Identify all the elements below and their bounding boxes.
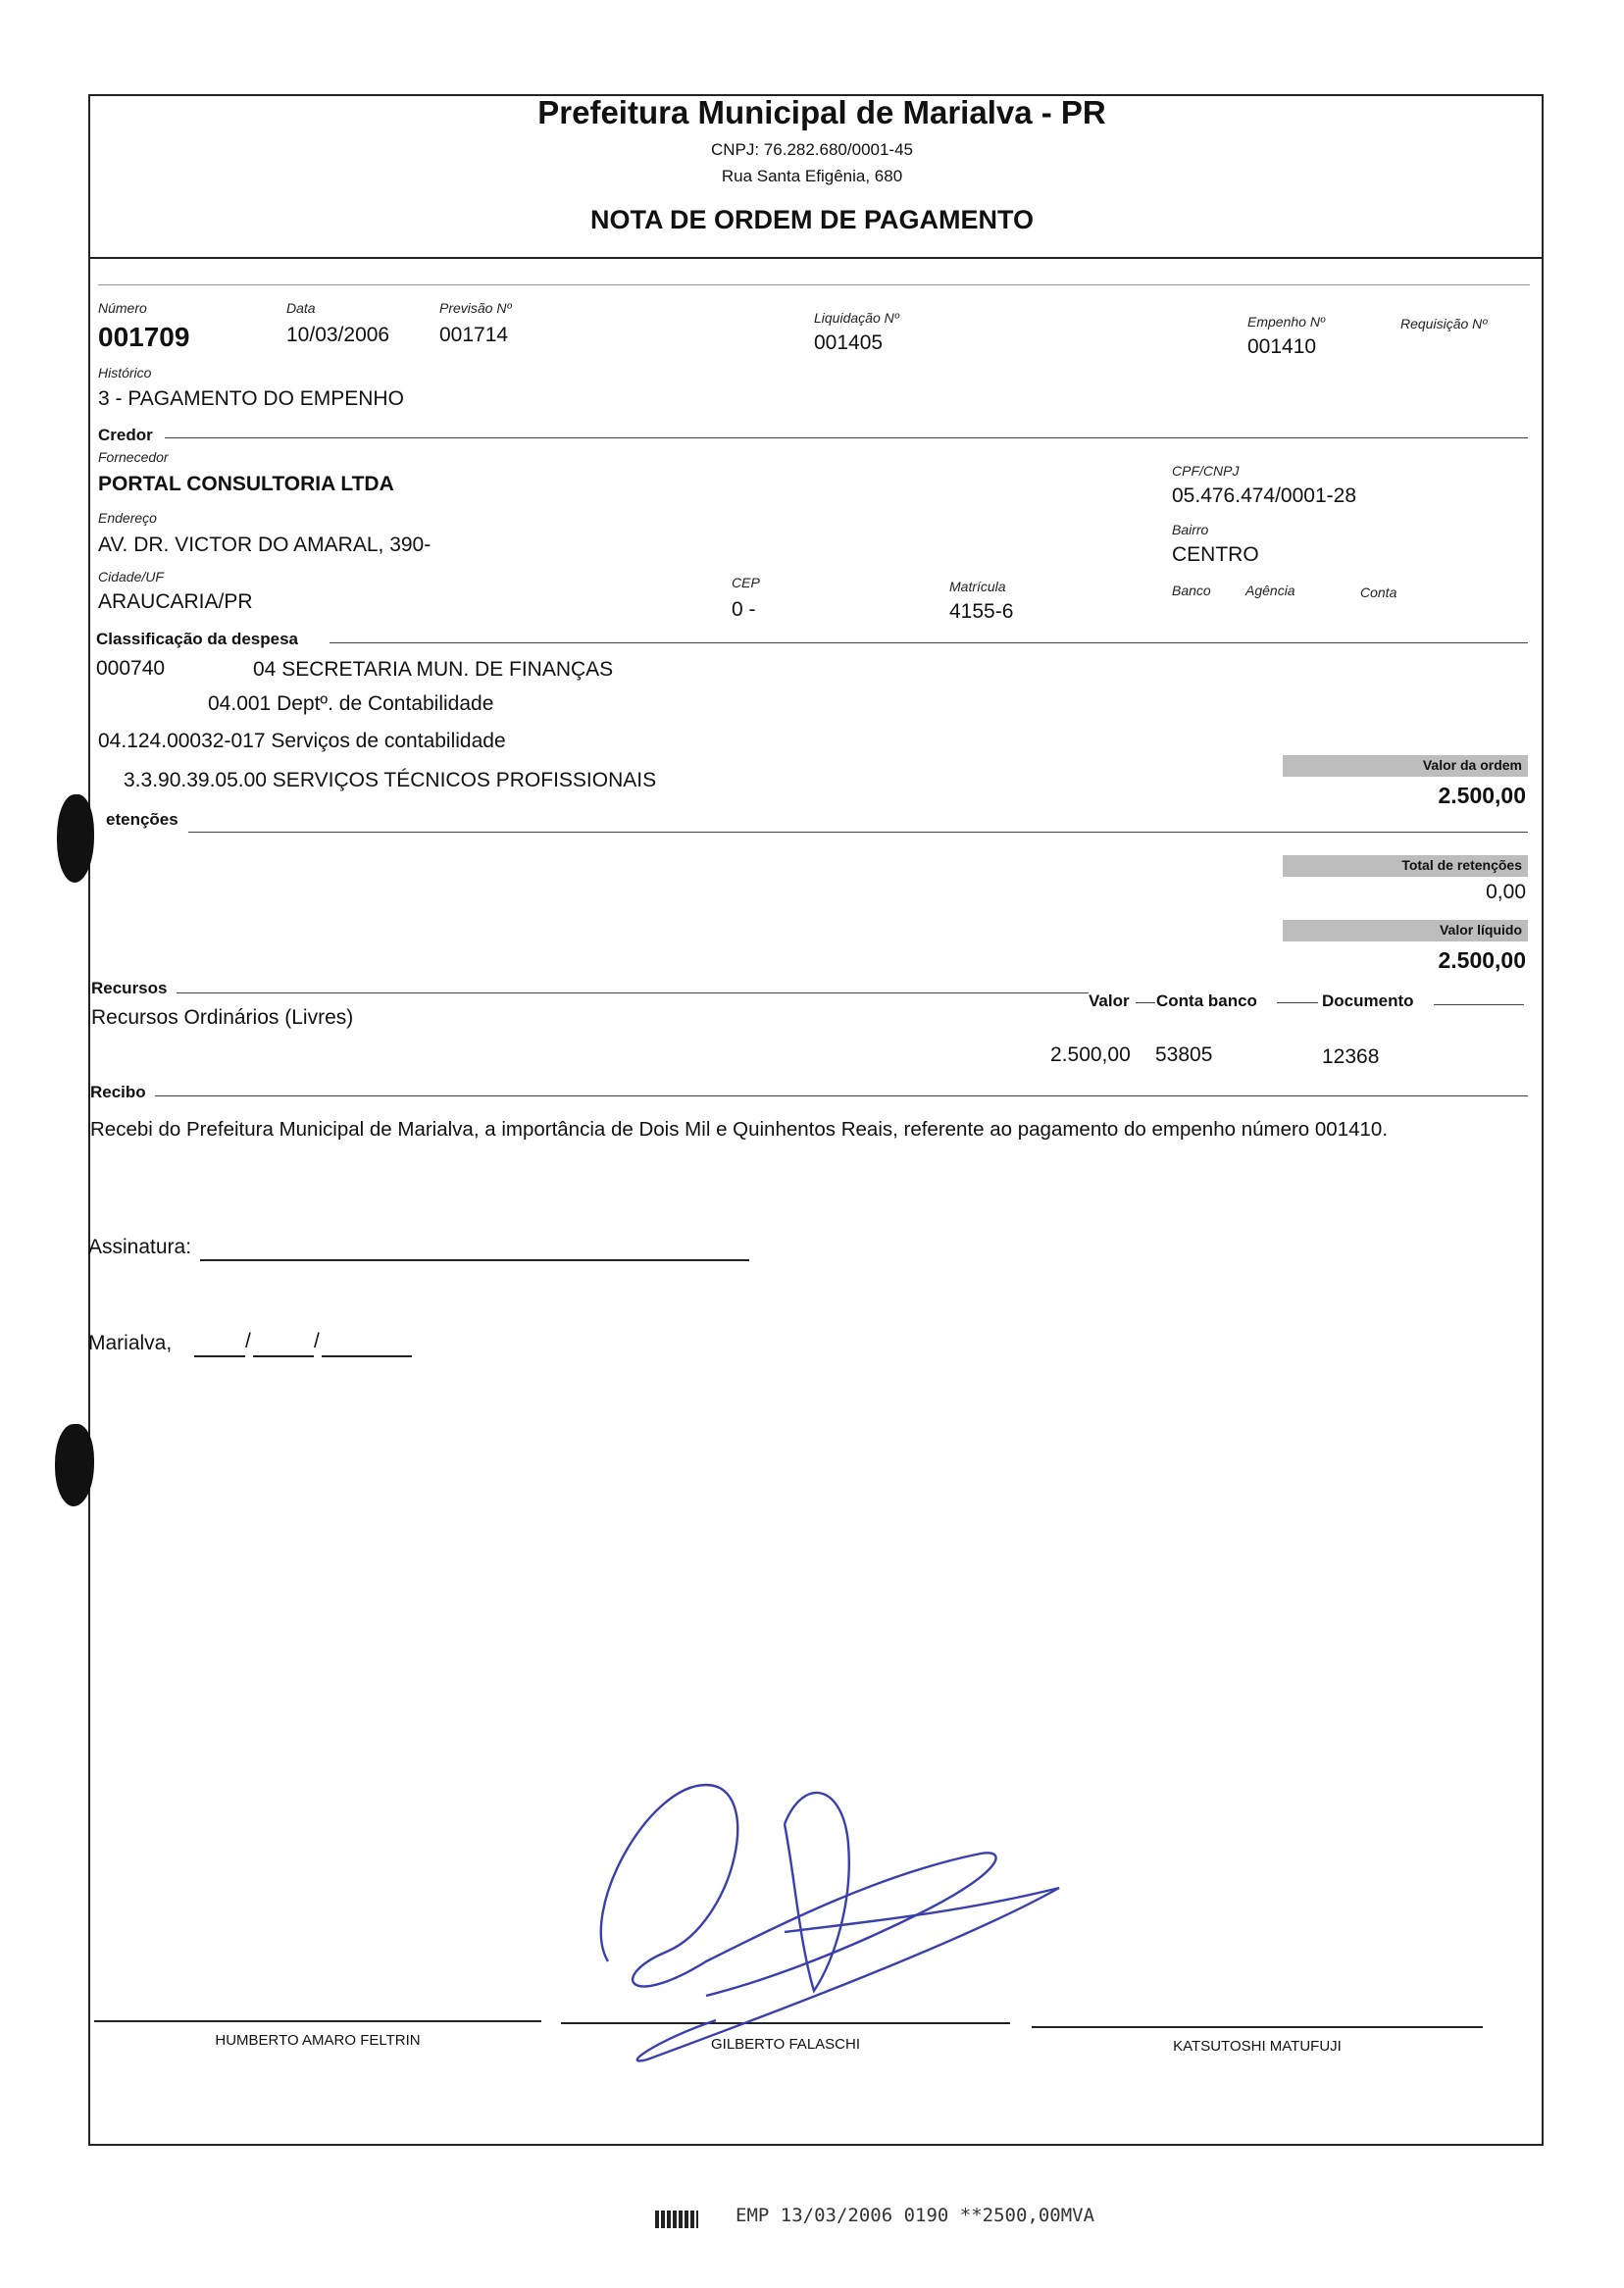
recursos-documento: 12368: [1322, 1045, 1380, 1068]
signature-name-1: HUMBERTO AMARO FELTRIN: [215, 2032, 421, 2049]
classificacao-line4: 3.3.90.39.05.00 SERVIÇOS TÉCNICOS PROFISSIONAIS: [124, 769, 657, 791]
fornecedor-label: Fornecedor: [98, 449, 169, 465]
header-title: Prefeitura Municipal de Marialva - PR: [537, 94, 1106, 130]
signature-line-1: [94, 2020, 541, 2022]
endereco-label: Endereço: [98, 510, 157, 526]
endereco-value: AV. DR. VICTOR DO AMARAL, 390-: [98, 534, 431, 556]
classificacao-code: 000740: [96, 657, 166, 680]
date-slash-1: /: [245, 1330, 251, 1352]
classificacao-line1: 04 SECRETARIA MUN. DE FINANÇAS: [253, 658, 614, 681]
fornecedor-value: PORTAL CONSULTORIA LTDA: [98, 473, 394, 495]
recibo-text: Recebi do Prefeitura Municipal de Marialva, a importância de Dois Mil e Quinhentos Reais, referente ao pagamento do empenho número 001410.: [90, 1118, 1389, 1141]
liquidacao-value: 001405: [814, 331, 884, 354]
numero-value: 001709: [98, 322, 190, 352]
date-slash-2: /: [314, 1330, 320, 1352]
matricula-value: 4155-6: [949, 600, 1014, 623]
cep-label: CEP: [732, 575, 760, 590]
classificacao-rule: [330, 642, 1528, 643]
date-month-line[interactable]: [253, 1355, 314, 1357]
signature-name-2: GILBERTO FALASCHI: [711, 2036, 860, 2053]
order-top-rule: [98, 284, 1530, 285]
classificacao-section: Classificação da despesa: [96, 630, 299, 648]
stamp-logo-icon: [655, 2211, 698, 2228]
valor-ordem-value: 2.500,00: [1438, 783, 1526, 808]
banco-label: Banco: [1172, 583, 1211, 598]
requisicao-label: Requisição Nº: [1400, 316, 1488, 331]
recursos-rule-d: [1434, 1004, 1524, 1005]
credor-section: Credor: [98, 426, 153, 444]
header-divider: [88, 257, 1544, 259]
assinatura-line[interactable]: [200, 1259, 749, 1261]
valor-liquido-label: Valor líquido: [1439, 922, 1522, 938]
numero-label: Número: [98, 300, 147, 316]
valor-ordem-bar: [1283, 755, 1528, 777]
total-retencoes-bar: [1283, 855, 1528, 877]
cep-value: 0 -: [732, 598, 756, 621]
retencoes-section: etenções: [106, 810, 178, 829]
recibo-section: Recibo: [90, 1083, 146, 1101]
recibo-rule: [155, 1095, 1528, 1096]
cidade-value: ARAUCARIA/PR: [98, 590, 253, 613]
recursos-valor-col: Valor: [1089, 991, 1130, 1010]
assinatura-label: Assinatura:: [88, 1236, 192, 1258]
date-day-line[interactable]: [194, 1355, 245, 1357]
signature-name-3: KATSUTOSHI MATUFUJI: [1173, 2038, 1342, 2055]
bairro-label: Bairro: [1172, 522, 1209, 537]
bottom-stamp: EMP 13/03/2006 0190 **2500,00MVA: [736, 2205, 1095, 2226]
signature-line-3: [1032, 2026, 1483, 2028]
matricula-label: Matrícula: [949, 579, 1006, 594]
data-label: Data: [286, 300, 316, 316]
recursos-conta: 53805: [1155, 1043, 1213, 1066]
valor-liquido-bar: [1283, 920, 1528, 941]
document-title: NOTA DE ORDEM DE PAGAMENTO: [589, 205, 1034, 234]
historico-value: 3 - PAGAMENTO DO EMPENHO: [98, 387, 404, 410]
classificacao-line2: 04.001 Deptº. de Contabilidade: [208, 692, 494, 715]
recursos-section: Recursos: [91, 979, 168, 997]
local-label: Marialva,: [88, 1332, 173, 1354]
recursos-valor: 2.500,00: [1050, 1043, 1131, 1066]
recursos-rule-b: [1136, 1002, 1155, 1003]
empenho-label: Empenho Nº: [1247, 314, 1326, 330]
liquidacao-label: Liquidação Nº: [814, 310, 899, 326]
valor-liquido-value: 2.500,00: [1438, 947, 1526, 973]
empenho-value: 001410: [1247, 335, 1317, 358]
total-retencoes-label: Total de retenções: [1401, 857, 1522, 873]
classificacao-line3: 04.124.00032-017 Serviços de contabilidade: [98, 730, 506, 752]
handwritten-signature: [588, 1765, 1079, 2069]
cpf-label: CPF/CNPJ: [1172, 463, 1240, 479]
bairro-value: CENTRO: [1172, 543, 1259, 566]
recursos-documento-col: Documento: [1322, 991, 1414, 1010]
data-value: 10/03/2006: [286, 324, 390, 346]
recursos-conta-col: Conta banco: [1156, 991, 1257, 1010]
agencia-label: Agência: [1245, 583, 1295, 598]
header-address: Rua Santa Efigênia, 680: [721, 167, 903, 185]
recursos-rule-c: [1277, 1002, 1318, 1003]
total-retencoes-value: 0,00: [1486, 881, 1526, 903]
previsao-label: Previsão Nº: [439, 300, 512, 316]
recursos-fonte: Recursos Ordinários (Livres): [91, 1006, 354, 1029]
header-cnpj: CNPJ: 76.282.680/0001-45: [710, 140, 914, 159]
cidade-label: Cidade/UF: [98, 569, 164, 585]
previsao-value: 001714: [439, 324, 509, 346]
recursos-rule: [177, 992, 1089, 993]
credor-rule: [165, 437, 1528, 438]
cpf-value: 05.476.474/0001-28: [1172, 484, 1357, 507]
date-year-line[interactable]: [322, 1355, 412, 1357]
conta-label: Conta: [1360, 585, 1397, 600]
valor-ordem-label: Valor da ordem: [1422, 757, 1522, 773]
retencoes-rule: [188, 832, 1528, 833]
historico-label: Histórico: [98, 365, 152, 381]
